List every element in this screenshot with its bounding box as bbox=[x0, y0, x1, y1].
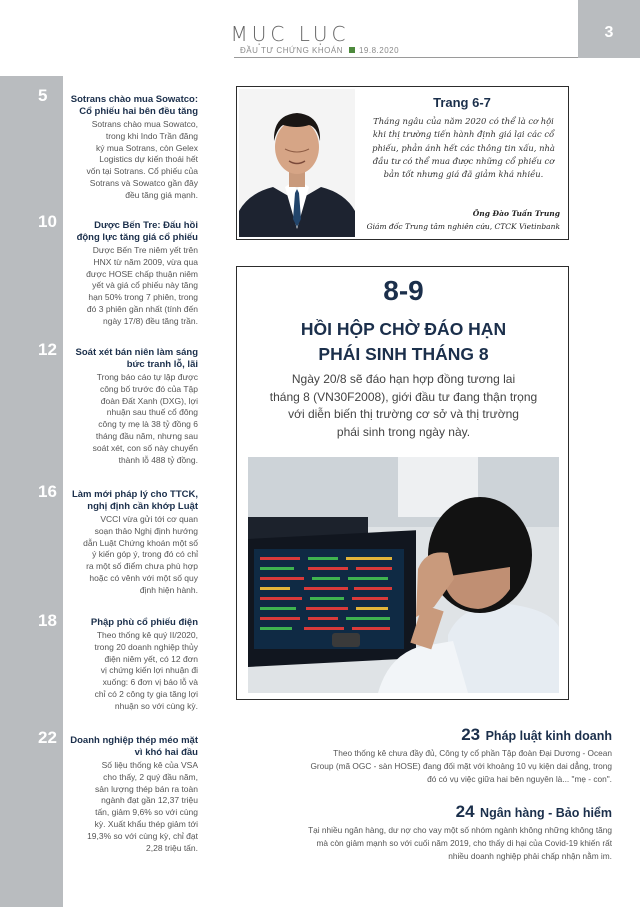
sidebar-item-num: 18 bbox=[38, 611, 57, 630]
issue-date: 19.8.2020 bbox=[358, 46, 400, 55]
sidebar-item[interactable] bbox=[38, 489, 198, 597]
sidebar-item[interactable] bbox=[38, 617, 198, 713]
sidebar-item-headline: Doanh nghiệp thép méo mặt vì khó hai đầu bbox=[70, 735, 198, 758]
sidebar-item-num: 16 bbox=[38, 482, 57, 501]
feature-title: HỒI HỘP CHỜ ĐÁO HẠN PHÁI SINH THÁNG 8 bbox=[300, 319, 507, 364]
article-teaser[interactable] bbox=[192, 725, 612, 785]
page-tab bbox=[578, 0, 640, 58]
sidebar-item[interactable] bbox=[38, 220, 198, 328]
section-title: MỤC LỤC bbox=[230, 22, 350, 46]
article-headline: 23 Pháp luật kinh doanh bbox=[461, 725, 612, 744]
sidebar-item-headline: Phập phù cổ phiếu điện bbox=[90, 617, 198, 628]
investor-photo bbox=[248, 457, 559, 693]
sidebar-item-num: 22 bbox=[38, 728, 57, 747]
portrait-photo bbox=[239, 89, 355, 237]
sidebar-item-headline: Dược Bến Tre: Đấu hồi động lực tăng giá cổ phiếu bbox=[76, 220, 198, 243]
green-square-icon bbox=[349, 47, 355, 53]
sidebar-item[interactable] bbox=[38, 94, 198, 202]
sidebar-item-body: Số liệu thống kê của VSA cho thấy, 2 quý đầu năm, sản lượng thép bán ra toàn ngành đạt gần 12,37 triệu tấn, giảm 9,6% so với cùng kỳ. Xuất khẩu thép giảm tới 19,3% so với cùng kỳ, chỉ đạt 2,28 triệu tấn. bbox=[87, 760, 198, 853]
header-rule bbox=[234, 57, 578, 58]
article-headline: 24 Ngân hàng - Bảo hiểm bbox=[455, 802, 612, 821]
page-number: 3 bbox=[604, 24, 614, 41]
sidebar-item-body: Dược Bến Tre niêm yết trên HNX từ năm 2009, vừa qua được HOSE chấp thuận niêm yết và giá cổ phiếu này tăng hạn 50% trong 7 phiên, trong đó 3 phiên gần nhất (tính đến ngày 17/8) đều tăng trần. bbox=[86, 245, 198, 326]
sidebar-item-headline: Sotrans chào mua Sowatco: Cổ phiếu hai bên đều tăng bbox=[70, 94, 198, 117]
sidebar-item-headline: Soát xét bán niên làm sáng bức tranh lỗ, lãi bbox=[75, 347, 198, 370]
sidebar-item-num: 10 bbox=[38, 212, 57, 231]
feature-box[interactable] bbox=[236, 266, 569, 700]
quote-author-name: Ông Đào Tuấn Trung bbox=[472, 209, 560, 218]
publication-name: ĐẦU TƯ CHỨNG KHOÁN bbox=[240, 46, 343, 55]
sidebar-item[interactable] bbox=[38, 347, 198, 466]
sidebar-item-body: VCCI vừa gửi tới cơ quan soạn thảo Nghị định hướng dẫn Luật Chứng khoán một số ý kiến góp ý, trong đó có chỉ ra một số điểm chưa phù hợp hoặc có vênh với một số quy định hiện hành. bbox=[83, 514, 198, 595]
sidebar-item-num: 12 bbox=[38, 340, 57, 359]
sidebar-item-headline: Làm mới pháp lý cho TTCK, nghị định cần khớp Luật bbox=[71, 489, 198, 512]
sidebar-item-body: Trong báo cáo tự lập được công bố trước đó của Tập đoàn Đất Xanh (DXG), lợi nhuận sau thuế cổ đông công ty mẹ là 38 tỷ đồng 6 tháng đầu năm, nhưng sau soát xét, con số này chuyển thành lỗ 488 tỷ đồng. bbox=[92, 372, 198, 465]
feature-page-ref: 8-9 bbox=[383, 275, 424, 306]
quote-page-ref: Trang 6-7 bbox=[433, 95, 491, 110]
article-body: Theo thống kê chưa đầy đủ, Công ty cổ phần Tập đoàn Đại Dương - Ocean Group (mã OGC - sàn HOSE) đang đối mặt với khoảng 10 vụ kiện dai dẳng, trong đó có vụ việc giữa hai bên nguyên là... "mẹ - con". bbox=[310, 748, 612, 784]
publication-line bbox=[240, 46, 399, 55]
quote-box[interactable] bbox=[236, 86, 569, 240]
sidebar-item-body: Theo thống kê quý II/2020, trong 20 doanh nghiệp thủy điện niêm yết, có 12 đơn vị chứng kiến lợi nhuận đi xuống: 6 đơn vị báo lỗ và chỉ có 2 công ty gia tăng lợi nhuận so với cùng kỳ. bbox=[94, 630, 198, 711]
quote-author-role: Giám đốc Trung tâm nghiên cứu, CTCK Vietinbank bbox=[366, 222, 560, 231]
sidebar-item-num: 5 bbox=[38, 86, 48, 105]
article-body: Tại nhiều ngân hàng, dư nợ cho vay một số nhóm ngành không những không tăng mà còn giảm mạnh so với cuối năm 2019, cho thấy di hại của Covid-19 khiến rất nhiều doanh nghiệp phải chấp nhận nằm im. bbox=[308, 825, 612, 861]
sidebar-item-body: Sotrans chào mua Sowatco, trong khi Indo Trần đăng ký mua Sotrans, còn Gelex Logistics dự kiến thoái hết vốn tại Sotrans. Cổ phiếu của Sotrans và Sowatco gần đây đều tăng giá mạnh. bbox=[86, 119, 198, 200]
feature-description: Ngày 20/8 sẽ đáo hạn hợp đồng tương lai tháng 8 (VN30F2008), giới đầu tư đang thận trọng với diễn biến thị trường cơ sở và thị trường phái sinh trong ngày này. bbox=[269, 372, 538, 439]
quote-text: Tháng ngâu của năm 2020 có thể là cơ hội khi thị trường tiến hành định giá lại các cổ phiếu, phản ánh hết các thông tin xấu, nhà đầu tư có thể mua được những cổ phiếu cơ bản tốt nhưng giá đã giảm khá nhiều. bbox=[372, 116, 555, 180]
article-teaser[interactable] bbox=[172, 802, 612, 862]
